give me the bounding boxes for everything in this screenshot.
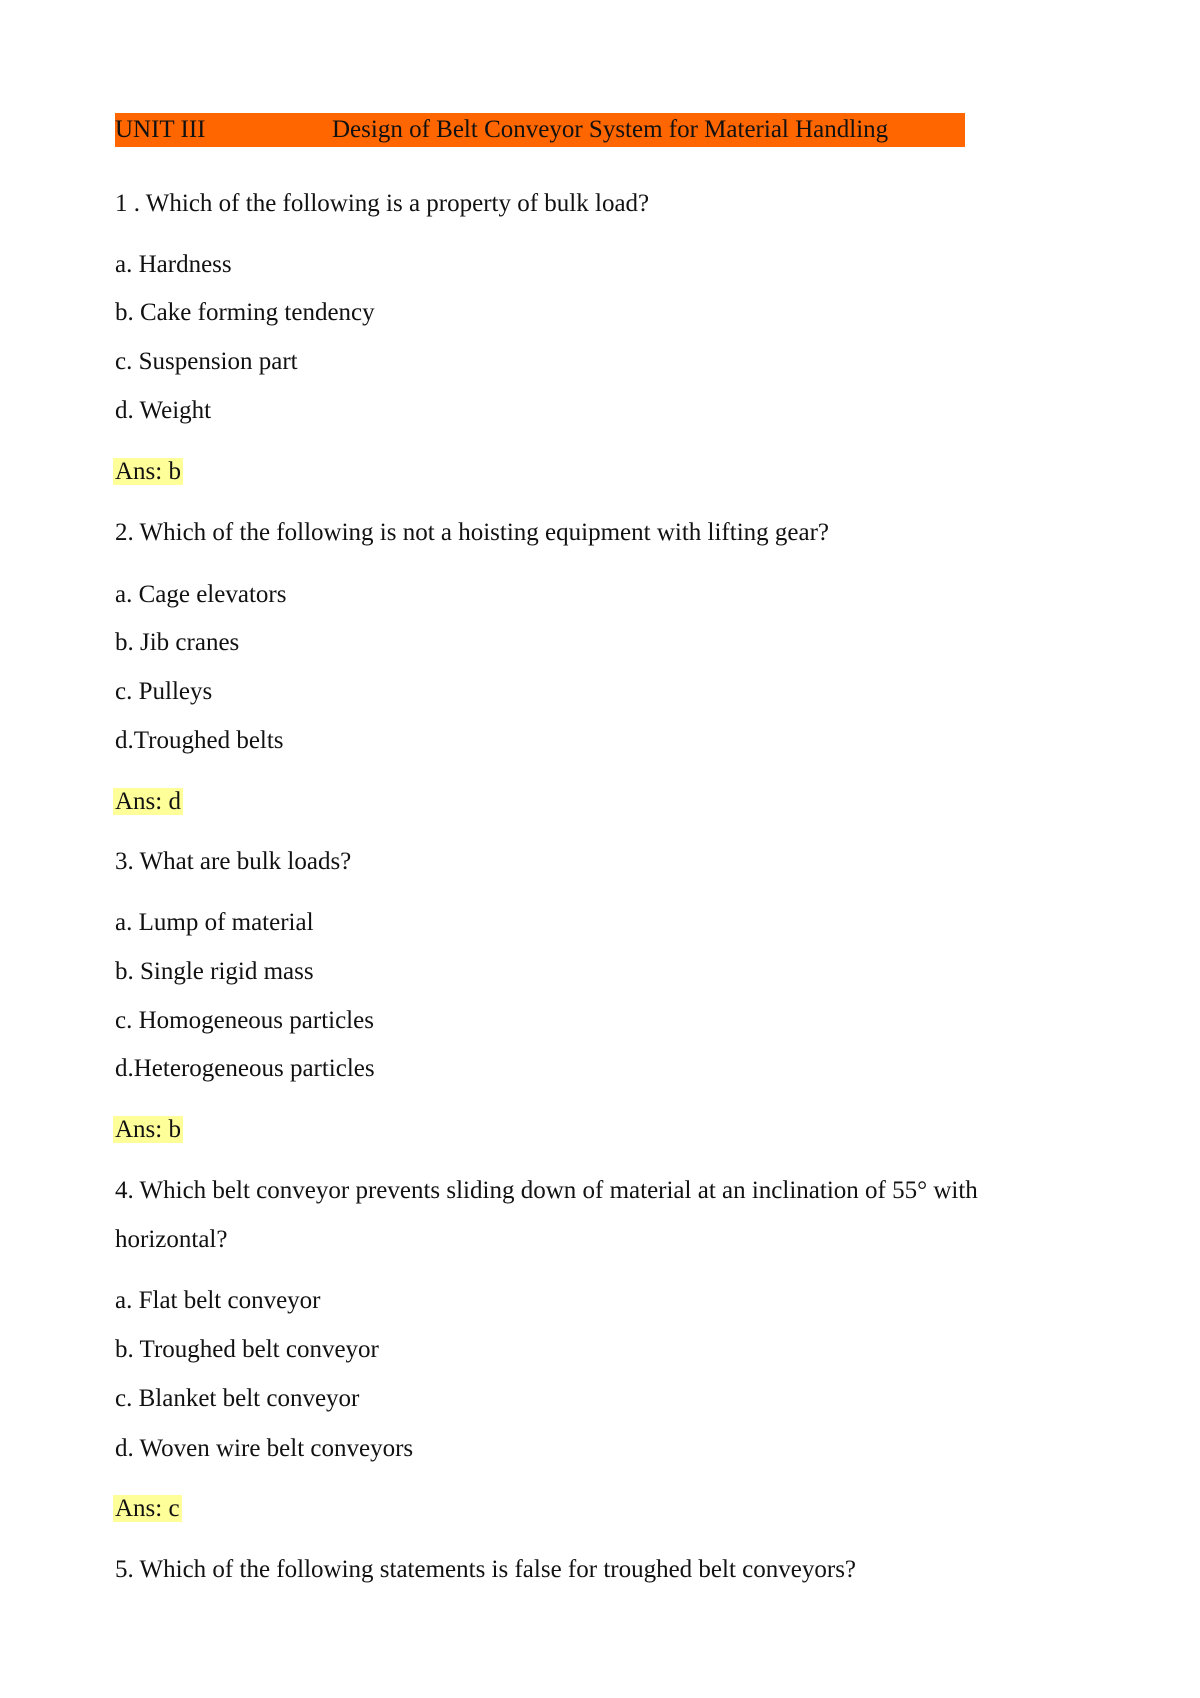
unit-title: Design of Belt Conveyor System for Material Handling — [332, 116, 889, 143]
option-2d: d.Troughed belts — [115, 727, 284, 754]
option-1a: a. Hardness — [115, 251, 232, 278]
question-5: 5. Which of the following statements is false for troughed belt conveyors? — [115, 1556, 857, 1583]
option-3a: a. Lump of material — [115, 909, 314, 936]
answer-2-row — [115, 786, 183, 818]
option-2b: b. Jib cranes — [115, 629, 240, 656]
option-1d: d. Weight — [115, 397, 212, 424]
option-2c: c. Pulleys — [115, 678, 213, 705]
option-4d: d. Woven wire belt conveyors — [115, 1435, 414, 1462]
answer-3: Ans: b — [115, 1116, 181, 1143]
unit-label: UNIT III — [115, 116, 206, 143]
answer-3-row — [115, 1114, 183, 1146]
option-3d: d.Heterogeneous particles — [115, 1055, 375, 1082]
unit-header — [115, 113, 965, 147]
option-3b: b. Single rigid mass — [115, 958, 314, 985]
question-3: 3. What are bulk loads? — [115, 848, 352, 875]
option-1c: c. Suspension part — [115, 348, 298, 375]
option-1b: b. Cake forming tendency — [115, 299, 375, 326]
answer-1-row — [115, 456, 183, 488]
option-4c: c. Blanket belt conveyor — [115, 1385, 360, 1412]
option-3c: c. Homogeneous particles — [115, 1007, 374, 1034]
question-1: 1 . Which of the following is a property of bulk load? — [115, 190, 650, 217]
answer-4: Ans: c — [115, 1495, 180, 1522]
question-2: 2. Which of the following is not a hoisting equipment with lifting gear? — [115, 519, 830, 546]
question-4-cont: horizontal? — [115, 1226, 228, 1253]
option-2a: a. Cage elevators — [115, 581, 287, 608]
option-4b: b. Troughed belt conveyor — [115, 1336, 379, 1363]
answer-1: Ans: b — [115, 458, 181, 485]
question-4: 4. Which belt conveyor prevents sliding down of material at an inclination of 55° with — [115, 1177, 978, 1204]
option-4a: a. Flat belt conveyor — [115, 1287, 321, 1314]
answer-4-row — [115, 1493, 182, 1525]
answer-2: Ans: d — [115, 788, 181, 815]
